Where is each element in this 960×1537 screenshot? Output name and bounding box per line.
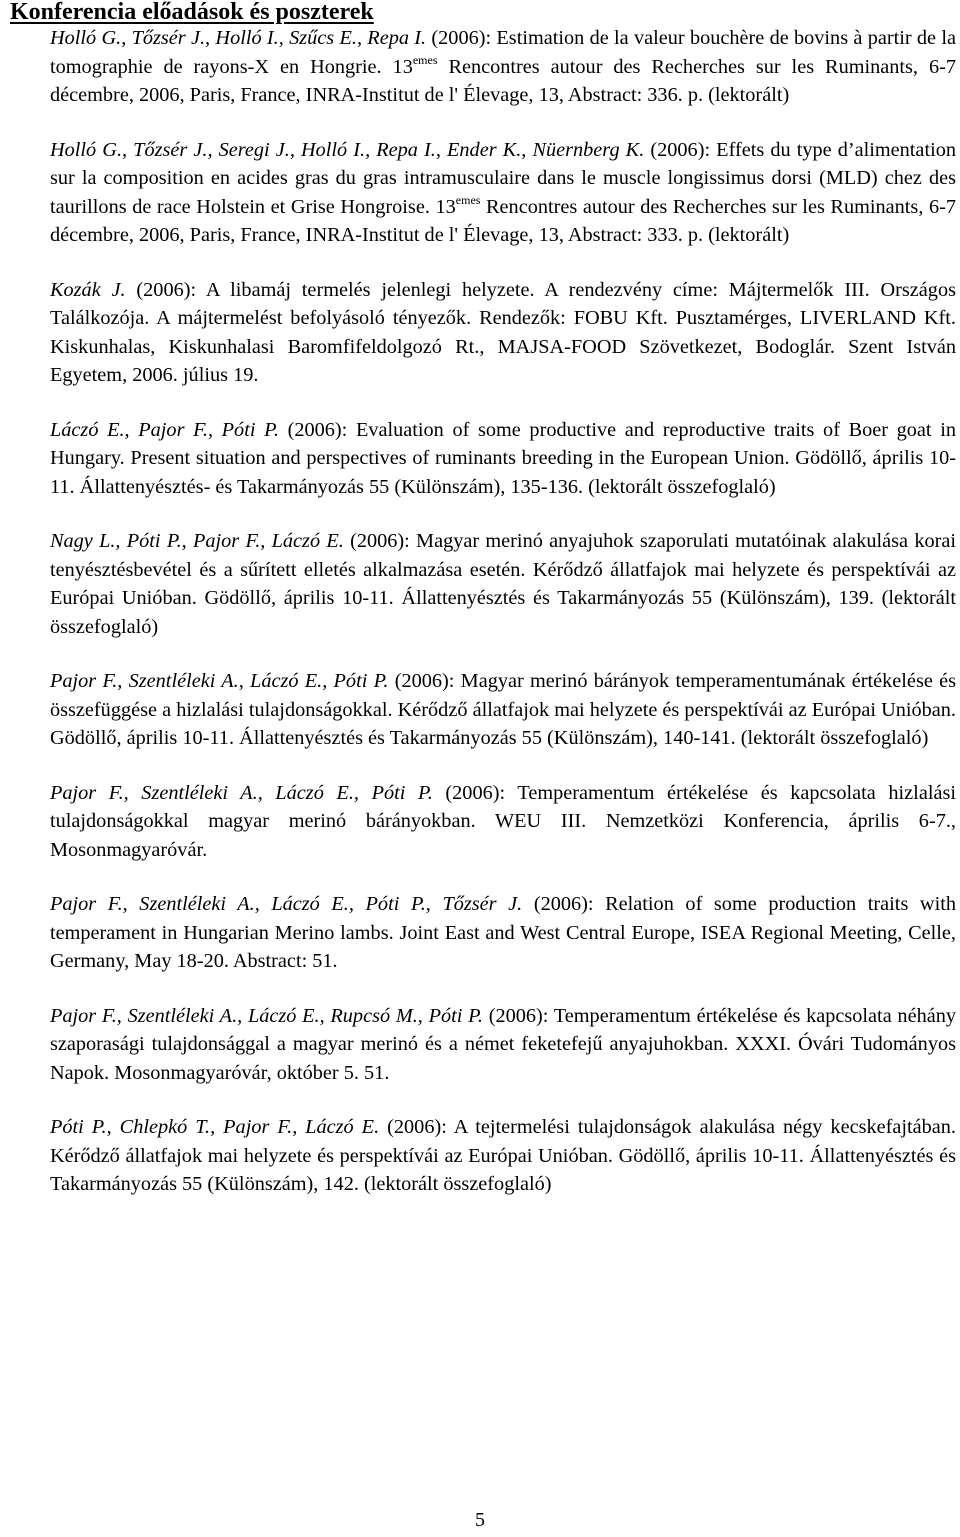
entry-authors: Pajor F., Szentléleki A., Láczó E., Póti P.	[50, 670, 389, 692]
entry-authors: Nagy L., Póti P., Pajor F., Láczó E.	[50, 530, 344, 552]
entry-text: (2006): Temperamentum értékelése és kapcsolata hizlalási tulajdonságokkal magyar merinó bárányokban. WEU III. Nemzetközi Konferencia, április 6-7., Mosonmagyaróvár.	[50, 781, 956, 861]
entry-text: (2006): A tejtermelési tulajdonságok alakulása négy kecskefajtában. Kérődző állatfajok mai helyzete és perspektívái az Európai Unióban. Gödöllő, április 10-11. Állattenyésztés és Takarmányozás 55 (Különszám), 142. (lektorált összefoglaló)	[50, 1116, 956, 1195]
entry-text: (2006): Magyar merinó bárányok temperamentumának értékelése és összefüggése a hizlalási tulajdonságokkal. Kérődző állatfajok mai helyzete és perspektívái az Európai Unióban. Gödöllő, április 10-11. Állattenyésztés és Takarmányozás 55 (Különszám), 140-141. (lektorált összefoglaló)	[50, 670, 956, 749]
reference-entry	[50, 779, 956, 865]
reference-entry	[50, 1113, 956, 1199]
entry-authors: Póti P., Chlepkó T., Pajor F., Láczó E.	[50, 1116, 380, 1138]
reference-entry	[50, 416, 956, 502]
entry-authors: Holló G., Tőzsér J., Holló I., Szűcs E., Repa I.	[50, 27, 427, 49]
entry-text: (2006): Relation of some production traits with temperament in Hungarian Merino lambs. Joint East and West Central Europe, ISEA Regional Meeting, Celle, Germany, May 18-20. Abstract: 51.	[50, 893, 956, 972]
entry-superscript: emes	[455, 192, 481, 207]
page-number: 5	[475, 1509, 485, 1531]
entry-authors: Kozák J.	[50, 278, 126, 301]
entry-text: (2006): Magyar merinó anyajuhok szaporulati mutatóinak alakulása korai tenyésztésbevétel és a sűrített elletés alkalmazása esetén. Kérődző állatfajok mai helyzete és perspektívái az Európai Unióban. Gödöllő, április 10-11. Állattenyésztés és Takarmányozás 55 (Különszám), 139. (lektorált összefoglaló)	[50, 530, 956, 638]
reference-entry	[50, 527, 956, 641]
entry-text: (2006): Effets du type d’alimentation sur la composition en acides gras du gras intramusculaire dans le muscle longissimus dorsi (MLD) chez des taurillons de race Holstein et Grise Hongroise. 13	[50, 138, 956, 218]
reference-entry	[50, 136, 956, 250]
entry-text: (2006): A libamáj termelés jelenlegi helyzete. A rendezvény címe: Májtermelők III. Országos Találkozója. A májtermelést befolyásoló tényezők. Rendezők: FOBU Kft. Pusztamérges, LIVERLAND Kft. Kiskunhalas, Kiskunhalasi Baromfifeldolgozó Rt., MAJSA-FOOD Szövetkezet, Bodoglár. Szent István Egyetem, 2006. július 19.	[50, 278, 956, 386]
entry-superscript: emes	[412, 52, 438, 67]
reference-entry	[50, 24, 956, 110]
entry-text: (2006): Evaluation of some productive and reproductive traits of Boer goat in Hungary. Present situation and perspectives of ruminants breeding in the European Union. Gödöllő, április 10-11. Állattenyésztés- és Takarmányozás 55 (Különszám), 135-136. (lektorált összefoglaló)	[50, 418, 956, 498]
reference-entry	[50, 890, 956, 976]
entry-authors: Pajor F., Szentléleki A., Láczó E., Póti P., Tőzsér J.	[50, 893, 523, 915]
entry-text: (2006): Estimation de la valeur bouchère de bovins à partir de la tomographie de rayons-X en Hongrie. 13	[50, 27, 956, 78]
section-heading: Konferencia előadások és poszterek	[10, 0, 374, 25]
entry-authors: Holló G., Tőzsér J., Seregi J., Holló I., Repa I., Ender K., Nüernberg K.	[50, 138, 645, 161]
entry-authors: Láczó E., Pajor F., Póti P.	[50, 418, 279, 441]
reference-list	[50, 24, 956, 1199]
entry-authors: Pajor F., Szentléleki A., Láczó E., Rupcsó M., Póti P.	[50, 1004, 483, 1027]
entry-text: (2006): Temperamentum értékelése és kapcsolata néhány szaporasági tulajdonsággal a magyar merinó és a német feketefejű anyajuhokban. XXXI. Óvári Tudományos Napok. Mosonmagyaróvár, október 5. 51.	[50, 1004, 956, 1084]
entry-text-continued: Rencontres autour des Recherches sur les Ruminants, 6-7 décembre, 2006, Paris, France, INRA-Institut de l' Élevage, 13, Abstract: 333. p. (lektorált)	[50, 195, 957, 246]
reference-entry	[50, 1002, 956, 1088]
reference-entry	[50, 667, 956, 753]
reference-entry	[50, 276, 956, 390]
entry-authors: Pajor F., Szentléleki A., Láczó E., Póti P.	[50, 781, 433, 804]
entry-text-continued: Rencontres autour des Recherches sur les Ruminants, 6-7 décembre, 2006, Paris, France, INRA-Institut de l' Élevage, 13, Abstract: 336. p. (lektorált)	[50, 55, 956, 106]
